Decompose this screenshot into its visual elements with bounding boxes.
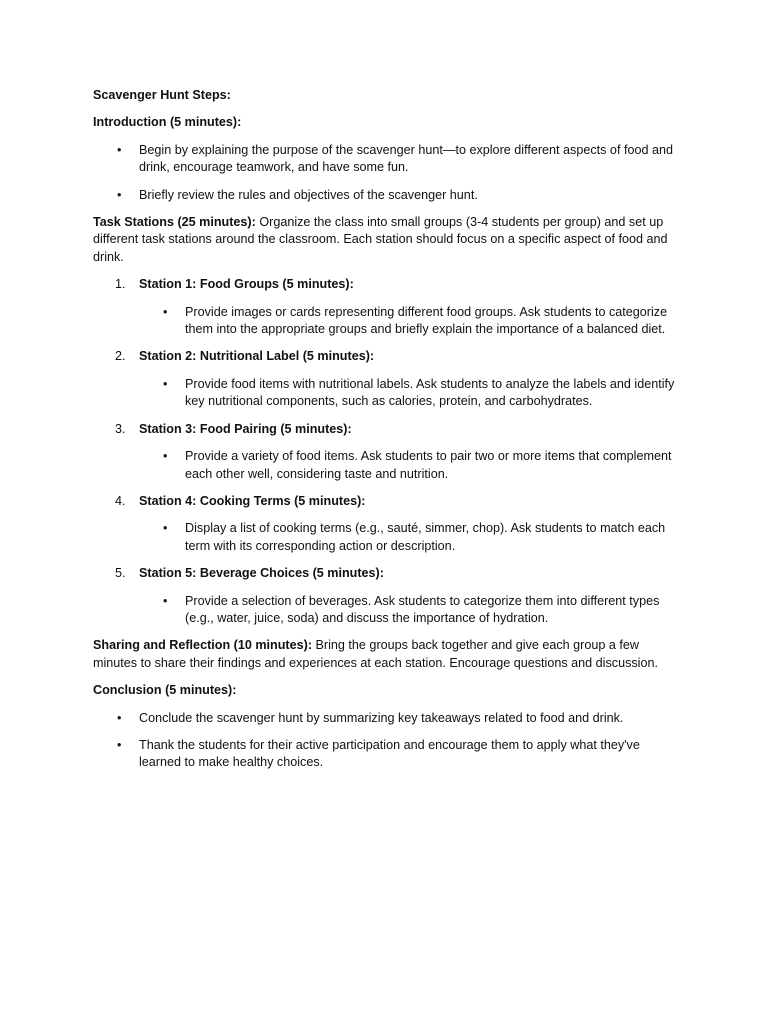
station-detail-list (93, 304, 683, 339)
list-item (93, 520, 683, 555)
station-heading (93, 421, 683, 438)
station-detail-list (93, 520, 683, 555)
list-item (93, 142, 683, 177)
station-item (93, 276, 683, 338)
station-item (93, 421, 683, 483)
station-heading (93, 276, 683, 293)
station-title: Station 2: Nutritional Label (5 minutes): (139, 349, 375, 364)
list-item-text: Briefly review the rules and objectives of the scavenger hunt. (139, 187, 478, 202)
station-number: 5. (115, 566, 126, 581)
station-detail: Provide images or cards representing different food groups. Ask students to categorize them into the appropriate groups and briefly explain the importance of a balanced diet. (185, 304, 668, 337)
list-item-text: Thank the students for their active participation and encourage them to apply what they've learned to make healthy choices. (139, 737, 640, 770)
station-detail: Provide a variety of food items. Ask students to pair two or more items that complement each other well, considering taste and nutrition. (185, 449, 672, 481)
station-detail-list (93, 593, 683, 628)
station-title: Station 1: Food Groups (5 minutes): (139, 277, 354, 292)
station-heading (93, 348, 683, 365)
station-title: Station 3: Food Pairing (5 minutes): (139, 421, 352, 436)
introduction-list (93, 142, 683, 204)
bullet-icon: • (117, 187, 122, 202)
station-detail-list (93, 448, 683, 483)
station-detail: Provide a selection of beverages. Ask students to categorize them into different types (e.g., water, juice, soda) and discuss the importance of hydration. (185, 593, 660, 625)
station-heading (93, 565, 683, 582)
list-item (93, 710, 683, 727)
station-item (93, 493, 683, 555)
list-item-text: Begin by explaining the purpose of the scavenger hunt—to explore different aspects of food and drink, encourage teamwork, and have some fun. (139, 142, 673, 175)
introduction-heading: Introduction (5 minutes): (93, 115, 242, 130)
station-title: Station 4: Cooking Terms (5 minutes): (139, 493, 366, 508)
bullet-icon: • (163, 449, 168, 464)
bullet-icon: • (163, 593, 168, 608)
conclusion-list (93, 710, 683, 772)
bullet-icon: • (163, 304, 168, 319)
list-item-text: Conclude the scavenger hunt by summarizing key takeaways related to food and drink. (139, 710, 624, 725)
list-item (93, 737, 683, 772)
station-number: 4. (115, 493, 126, 508)
bullet-icon: • (117, 142, 122, 157)
task-stations-label: Task Stations (25 minutes): (93, 215, 256, 230)
list-item (93, 304, 683, 339)
station-number: 2. (115, 349, 126, 364)
sharing-paragraph (93, 637, 683, 672)
list-item (93, 376, 683, 411)
document-body (93, 87, 683, 782)
station-heading (93, 493, 683, 510)
task-stations-paragraph (93, 214, 683, 266)
station-title: Station 5: Beverage Choices (5 minutes): (139, 566, 384, 581)
sharing-label: Sharing and Reflection (10 minutes): (93, 638, 313, 653)
document-title: Scavenger Hunt Steps: (93, 88, 231, 102)
list-item (93, 448, 683, 483)
station-detail: Provide food items with nutritional labels. Ask students to analyze the labels and identify key nutritional components, such as calories, protein, and carbohydrates. (185, 376, 675, 409)
station-item (93, 348, 683, 410)
sharing-text: Bring the groups back together and give each group a few minutes to share their findings and experiences at each station. Encourage questions and discussion. (93, 638, 658, 670)
station-detail-list (93, 376, 683, 411)
list-item (93, 187, 683, 204)
station-number: 3. (115, 421, 126, 436)
list-item (93, 593, 683, 628)
bullet-icon: • (117, 737, 122, 752)
station-detail: Display a list of cooking terms (e.g., sauté, simmer, chop). Ask students to match each term with its corresponding action or description. (185, 521, 666, 553)
task-stations-text: Organize the class into small groups (3-4 students per group) and set up different task stations around the classroom. Each station should focus on a specific aspect of food and drink. (93, 215, 668, 264)
bullet-icon: • (163, 376, 168, 391)
conclusion-heading: Conclusion (5 minutes): (93, 683, 237, 698)
bullet-icon: • (117, 710, 122, 725)
bullet-icon: • (163, 521, 168, 536)
stations-list (93, 276, 683, 627)
station-item (93, 565, 683, 627)
station-number: 1. (115, 277, 126, 292)
